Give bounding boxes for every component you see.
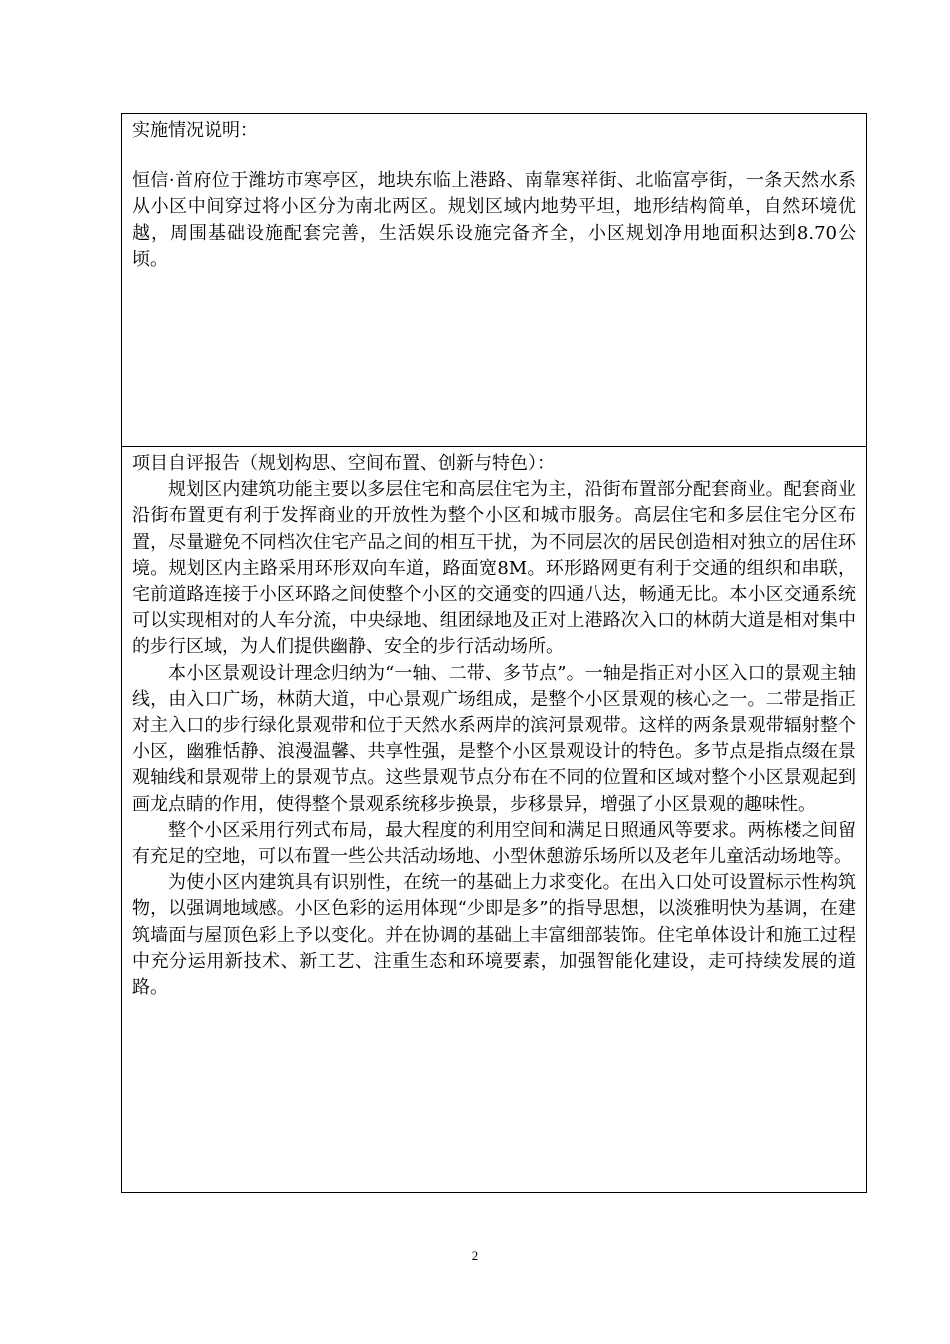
implementation-body: 恒信·首府位于潍坊市寒亭区，地块东临上港路、南靠寒祥街、北临富亭街，一条天然水系从小区中间穿过将小区分为南北两区。规划区域内地势平坦，地形结构简单，自然环境优越，周围基础设施配套完善，生活娱乐设施完备齐全，小区规划净用地面积达到8.70公顷。 bbox=[132, 170, 856, 270]
paragraph-layout: 整个小区采用行列式布局，最大程度的利用空间和满足日照通风等要求。两栋楼之间留有充足的空地，可以布置一些公共活动场地、小型休憩游乐场所以及老年儿童活动场地等。 bbox=[132, 819, 856, 868]
page-number: 2 bbox=[471, 1248, 479, 1263]
self-evaluation-cell bbox=[122, 447, 866, 1192]
implementation-cell bbox=[122, 114, 866, 447]
paragraph-landscape: 本小区景观设计理念归纳为“一轴、二带、多节点”。一轴是指正对小区入口的景观主轴线，由入口广场，林荫大道，中心景观广场组成，是整个小区景观的核心之一。二带是指正对主入口的步行绿化景观带和位于天然水系两岸的滨河景观带。这样的两条景观带辐射整个小区，幽雅恬静、浪漫温馨、共享性强，是整个小区景观设计的特色。多节点是指点缀在景观轴线和景观带上的景观节点。这些景观节点分布在不同的位置和区域对整个小区景观起到画龙点睛的作用，使得整个景观系统移步换景，步移景异，增强了小区景观的趣味性。 bbox=[132, 662, 856, 815]
form-table bbox=[121, 113, 867, 1193]
paragraph-identity: 为使小区内建筑具有识别性，在统一的基础上力求变化。在出入口处可设置标示性构筑物，以强调地域感。小区色彩的运用体现“少即是多”的指导思想，以淡雅明快为基调，在建筑墙面与屋顶色彩上予以变化。并在协调的基础上丰富细部装饰。住宅单体设计和施工过程中充分运用新技术、新工艺、注重生态和环境要素，加强智能化建设，走可持续发展的道路。 bbox=[132, 872, 856, 999]
self-evaluation-heading: 项目自评报告（规划构思、空间布置、创新与特色）： bbox=[132, 453, 555, 474]
paragraph-planning: 规划区内建筑功能主要以多层住宅和高层住宅为主，沿街布置部分配套商业。配套商业沿街布置更有利于发挥商业的开放性为整个小区和城市服务。高层住宅和多层住宅分区布置，尽量避免不同档次住宅产品之间的相互干扰，为不同层次的居民创造相对独立的居住环境。规划区内主路采用环形双向车道，路面宽8M。环形路网更有利于交通的组织和串联，宅前道路连接于小区环路之间使整个小区的交通变的四通八达，畅通无比。本小区交通系统可以实现相对的人车分流，中央绿地、组团绿地及正对上港路次入口的林荫大道是相对集中的步行区域，为人们提供幽静、安全的步行活动场所。 bbox=[132, 479, 856, 658]
implementation-heading: 实施情况说明： bbox=[132, 120, 258, 141]
